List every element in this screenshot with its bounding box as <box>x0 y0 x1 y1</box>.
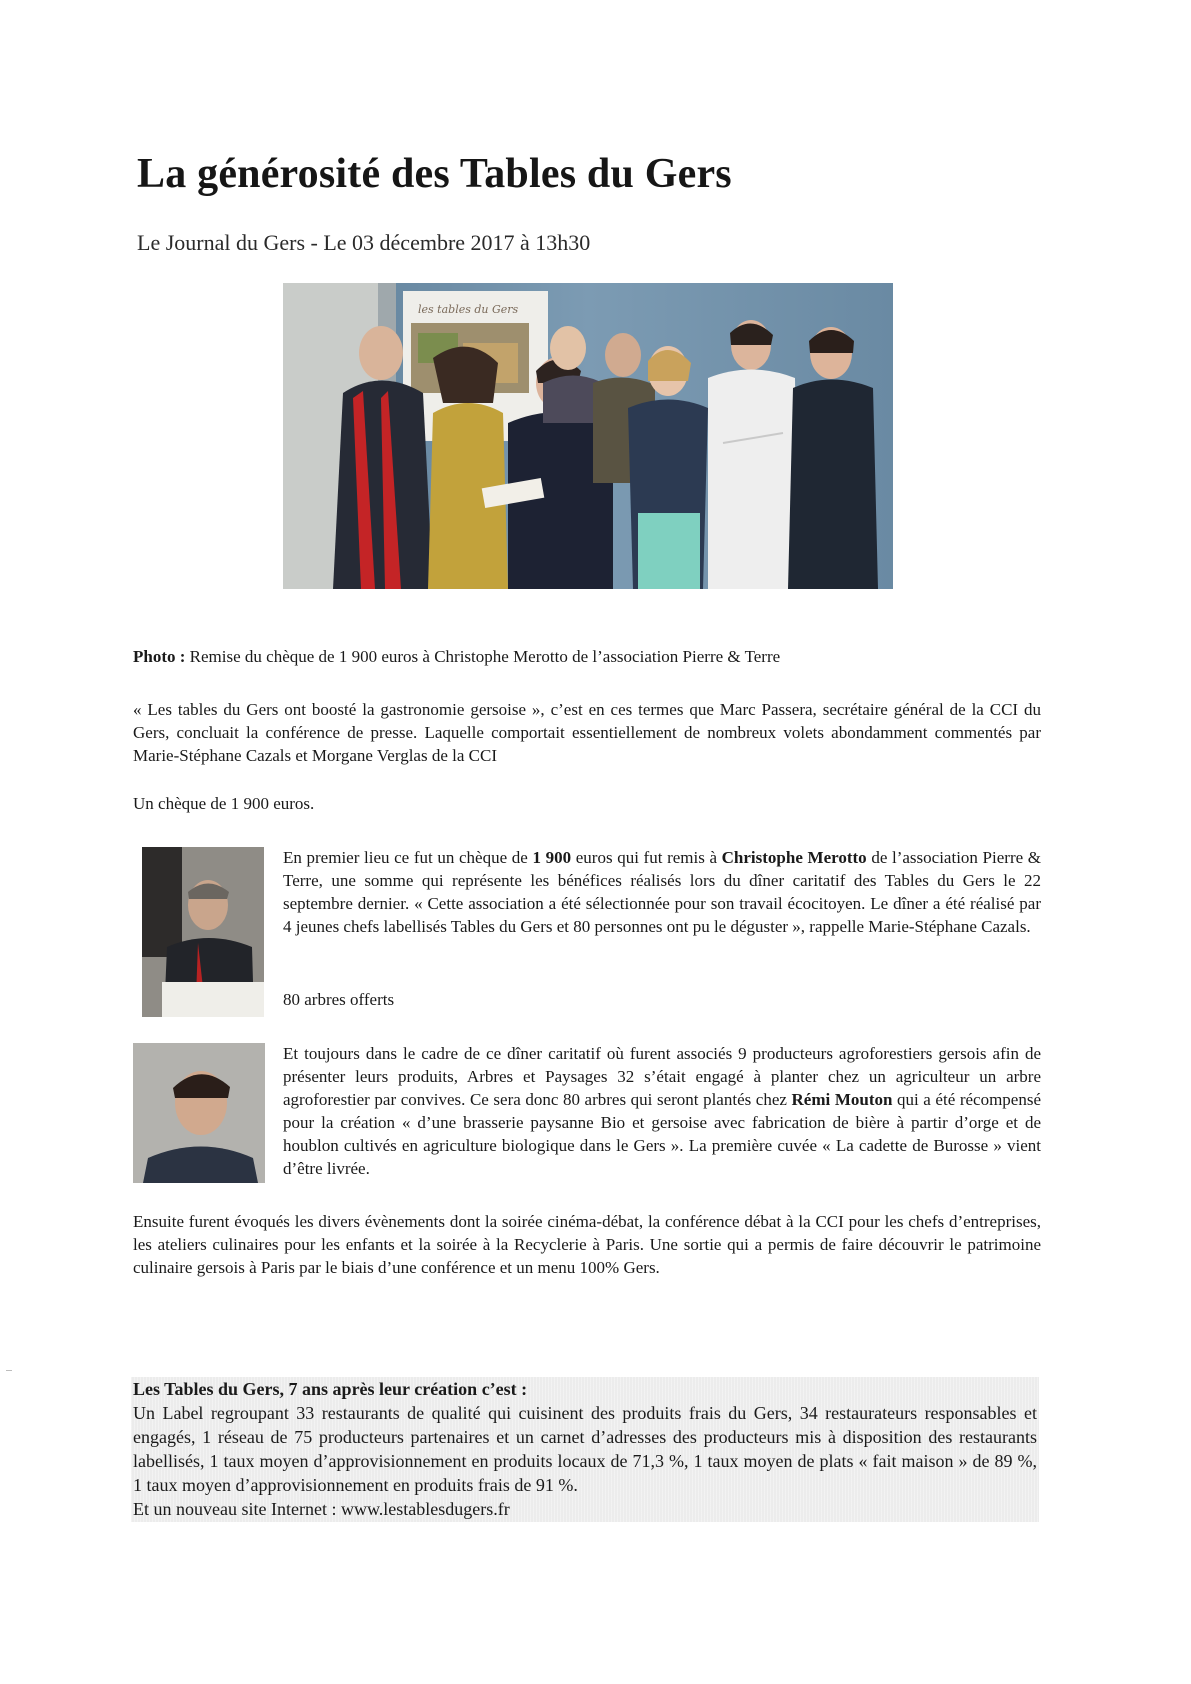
block1-name: Christophe Merotto <box>721 848 867 867</box>
subheading-trees: 80 arbres offerts <box>283 990 395 1009</box>
article-byline: Le Journal du Gers - Le 03 décembre 2017 à 13h30 <box>137 230 591 255</box>
summary-box-body: Un Label regroupant 33 restaurants de qualité qui cuisinent des produits frais du Gers, 34 restaurateurs responsables et engagés, 1 réseau de 75 producteurs partenaires et un carnet d’adresses des producteurs mis à disposition des restaurants labellisés, 1 taux moyen d’approvisionnement en produits locaux de 71,3 %, 1 taux moyen de plats « fait maison » de 89 %, 1 taux moyen d’approvisionnement en produits frais de 91 %. <box>133 1403 1037 1495</box>
article-title: La générosité des Tables du Gers <box>137 151 732 197</box>
caption-text: Remise du chèque de 1 900 euros à Christophe Merotto de l’association Pierre & Terre <box>185 647 781 666</box>
block2-part2: qui a été récompensé pour la création « d’une brasserie paysanne Bio et gersoise avec fabrication de bière à partir d’orge et de houblon cultivés en agriculture biologique dans le Gers ». La première cuvée « La cadette de Burosse » vient d’être livrée. <box>283 1090 1042 1178</box>
summary-box <box>131 1377 1039 1522</box>
scan-mark <box>6 1370 12 1371</box>
block1-part3: de l’association Pierre & Terre, une somme qui représente les bénéfices réalisés lors du dîner caritatif des Tables du Gers le 22 septembre dernier. « Cette association a été sélectionnée pour son travail écocitoyen. Le dîner a été réalisé par 4 jeunes chefs labellisés Tables du Gers et 80 personnes ont pu le déguster », rappelle Marie-Stéphane Cazals. <box>283 848 1042 936</box>
photo-caption <box>133 645 1041 668</box>
group-photo-illustration <box>283 283 893 589</box>
portrait-christophe-merotto <box>142 847 264 1017</box>
subheading-cheque: Un chèque de 1 900 euros. <box>133 794 315 813</box>
intro-paragraph: « Les tables du Gers ont boosté la gastronomie gersoise », c’est en ces termes que Marc Passera, secrétaire général de la CCI du Gers, concluait la conférence de presse. Laquelle comportait essentiellement de nombreux volets abondamment commentés par Marie-Stéphane Cazals et Morgane Verglas de la CCI <box>133 700 1041 765</box>
portrait-2-illustration <box>133 1043 265 1183</box>
block1-amount: 1 900 <box>532 848 572 867</box>
portrait-1-illustration <box>142 847 264 1017</box>
caption-label: Photo : <box>133 647 186 666</box>
block1-part2: euros qui fut remis à <box>571 848 722 867</box>
paragraph-merotto <box>283 846 1041 938</box>
block2-part1: Et toujours dans le cadre de ce dîner caritatif où furent associés 9 producteurs agroforestiers gersois afin de présenter leurs produits, Arbres et Paysages 32 s’était engagé à planter chez un agriculteur un arbre agroforestier par convives. Ce sera donc 80 arbres qui seront plantés chez <box>283 1044 1041 1109</box>
block2-name: Rémi Mouton <box>791 1090 893 1109</box>
portrait-remi-mouton <box>133 1043 265 1183</box>
summary-box-title: Les Tables du Gers, 7 ans après leur création c’est : <box>133 1379 528 1399</box>
group-photo <box>283 283 893 589</box>
summary-box-website: Et un nouveau site Internet : www.lestablesdugers.fr <box>133 1499 510 1519</box>
outro-paragraph: Ensuite furent évoqués les divers évènements dont la soirée cinéma-débat, la conférence débat à la CCI pour les chefs d’entreprises, les ateliers culinaires pour les enfants et la soirée à la Recyclerie à Paris. Une sortie qui a permis de faire découvrir le patrimoine culinaire gersois à Paris par le biais d’une conférence et un menu 100% Gers. <box>133 1212 1041 1277</box>
banner-text: les tables du Gers <box>418 303 519 316</box>
paragraph-mouton <box>283 1042 1041 1180</box>
block1-part1: En premier lieu ce fut un chèque de <box>283 848 533 867</box>
